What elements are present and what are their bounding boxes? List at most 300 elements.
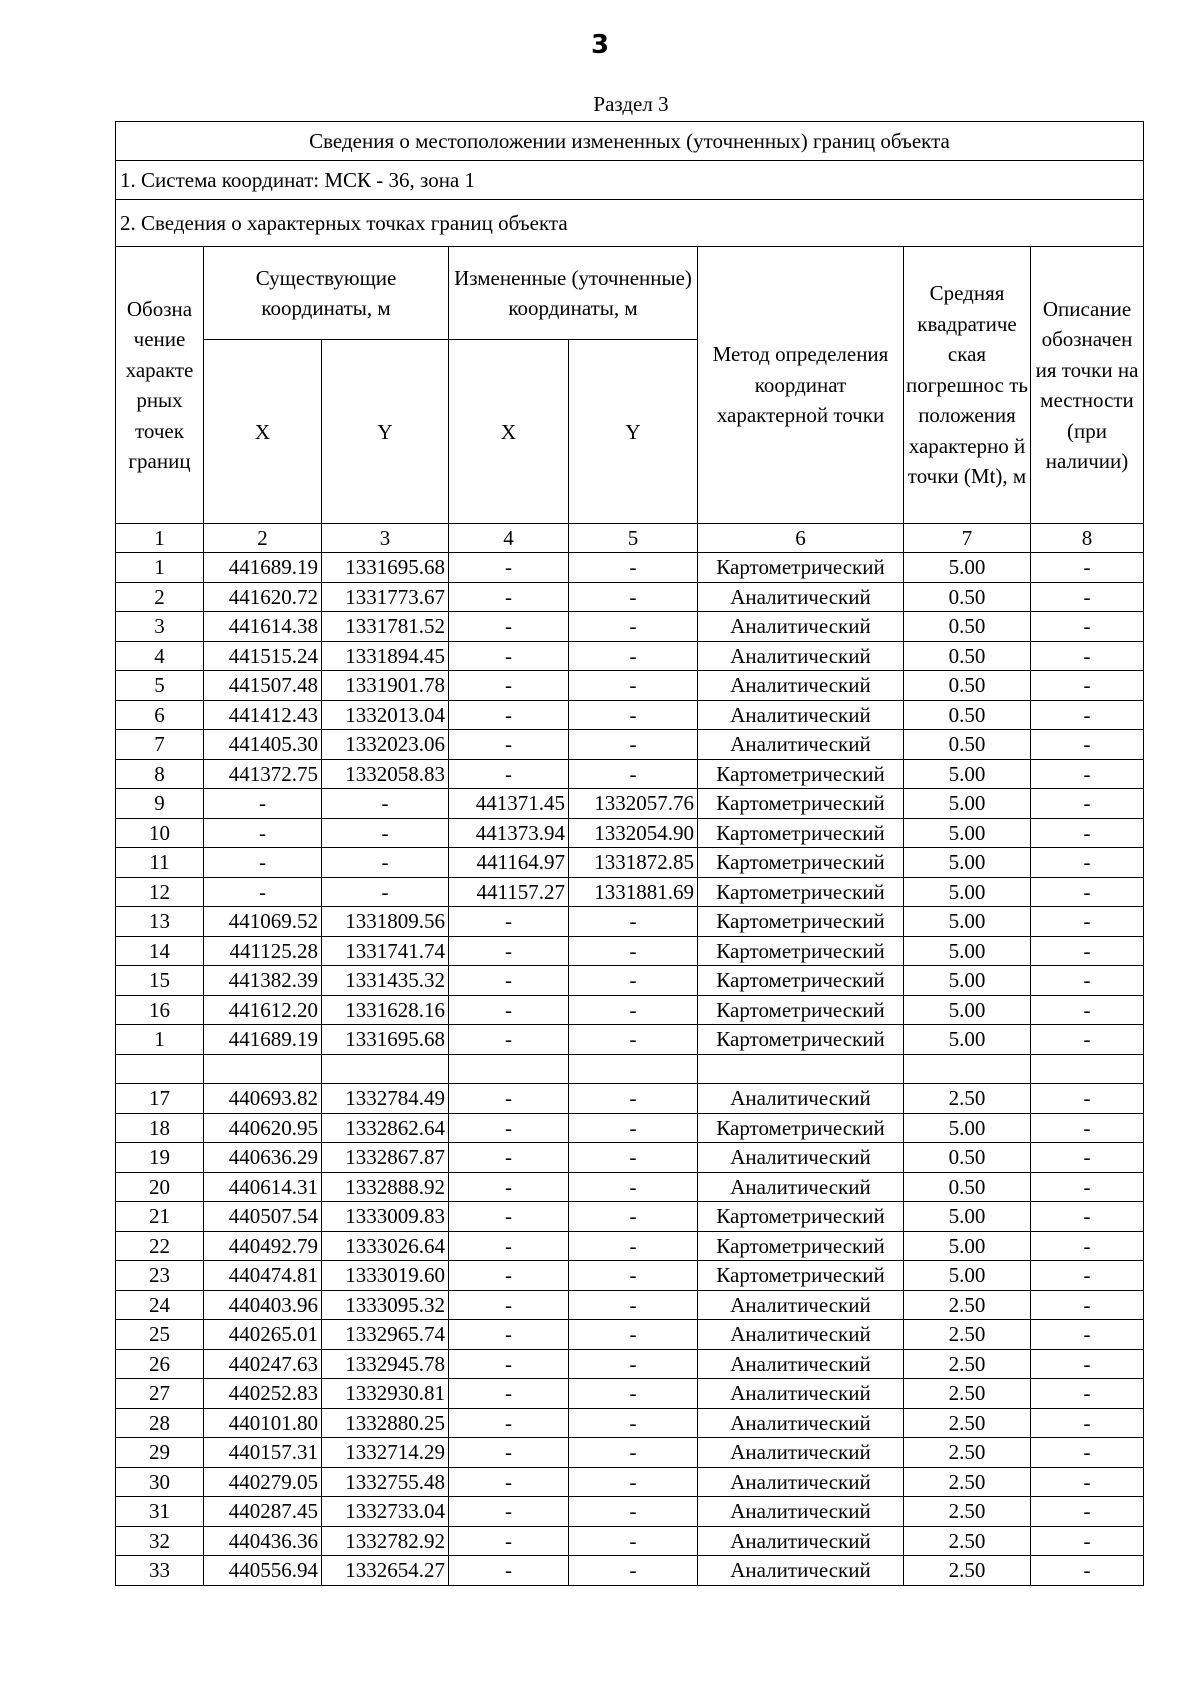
changed-y-cell: - — [569, 1349, 698, 1379]
method-cell: Картометрический — [698, 818, 904, 848]
table-row — [116, 730, 1144, 760]
existing-y-cell: 1331695.68 — [322, 553, 449, 583]
existing-x-cell: 441689.19 — [204, 553, 322, 583]
method-cell: Картометрический — [698, 877, 904, 907]
changed-y-cell: 1332054.90 — [569, 818, 698, 848]
section-title: Раздел 3 — [593, 92, 669, 116]
existing-x-cell: 441507.48 — [204, 671, 322, 701]
point-id-cell: 1 — [116, 1025, 204, 1055]
description-cell: - — [1031, 995, 1144, 1025]
accuracy-cell: 5.00 — [904, 907, 1031, 937]
existing-x-cell: 441412.43 — [204, 700, 322, 730]
point-id-cell: 17 — [116, 1084, 204, 1114]
changed-y-cell: - — [569, 612, 698, 642]
accuracy-cell: 5.00 — [904, 789, 1031, 819]
method-cell: Картометрический — [698, 936, 904, 966]
existing-x-cell: 440507.54 — [204, 1202, 322, 1232]
changed-y-cell — [569, 1054, 698, 1084]
existing-y-cell: 1333009.83 — [322, 1202, 449, 1232]
changed-x-cell: - — [449, 1379, 569, 1409]
existing-y-cell: 1332862.64 — [322, 1113, 449, 1143]
changed-x-cell: - — [449, 1231, 569, 1261]
table-row — [116, 1379, 1144, 1409]
existing-x-cell: 441614.38 — [204, 612, 322, 642]
description-cell: - — [1031, 789, 1144, 819]
changed-x-cell: - — [449, 553, 569, 583]
method-cell: Аналитический — [698, 730, 904, 760]
changed-x-cell: 441164.97 — [449, 848, 569, 878]
existing-y-cell: 1332013.04 — [322, 700, 449, 730]
existing-x-cell: 441372.75 — [204, 759, 322, 789]
existing-y-cell: 1332784.49 — [322, 1084, 449, 1114]
accuracy-cell: 2.50 — [904, 1379, 1031, 1409]
existing-y-cell: 1332888.92 — [322, 1172, 449, 1202]
table-row — [116, 1497, 1144, 1527]
description-cell: - — [1031, 1143, 1144, 1173]
table-row — [116, 1290, 1144, 1320]
accuracy-cell: 5.00 — [904, 1231, 1031, 1261]
description-cell: - — [1031, 907, 1144, 937]
method-cell: Картометрический — [698, 1261, 904, 1291]
description-cell: - — [1031, 1231, 1144, 1261]
point-id-cell: 27 — [116, 1379, 204, 1409]
point-id-cell: 1 — [116, 553, 204, 583]
description-cell: - — [1031, 1172, 1144, 1202]
changed-y-cell: - — [569, 1290, 698, 1320]
existing-y-cell: 1332654.27 — [322, 1556, 449, 1586]
accuracy-cell: 5.00 — [904, 995, 1031, 1025]
table-row — [116, 1143, 1144, 1173]
description-cell: - — [1031, 1408, 1144, 1438]
header-changed-coords: Измененные (уточненные) координаты, м — [449, 247, 698, 340]
changed-y-cell: - — [569, 700, 698, 730]
existing-y-cell: 1331435.32 — [322, 966, 449, 996]
changed-x-cell: - — [449, 936, 569, 966]
description-cell: - — [1031, 759, 1144, 789]
table-row — [116, 582, 1144, 612]
existing-y-cell: 1331628.16 — [322, 995, 449, 1025]
method-cell: Аналитический — [698, 1497, 904, 1527]
method-cell: Аналитический — [698, 700, 904, 730]
method-cell: Аналитический — [698, 1349, 904, 1379]
description-cell: - — [1031, 1320, 1144, 1350]
existing-x-cell: 440287.45 — [204, 1497, 322, 1527]
table-row — [116, 1556, 1144, 1586]
accuracy-cell — [904, 1054, 1031, 1084]
existing-y-cell: - — [322, 848, 449, 878]
changed-y-cell: - — [569, 1261, 698, 1291]
existing-x-cell: 441515.24 — [204, 641, 322, 671]
changed-y-cell: - — [569, 966, 698, 996]
accuracy-cell: 5.00 — [904, 877, 1031, 907]
table-row — [116, 1467, 1144, 1497]
column-index: 8 — [1031, 524, 1144, 553]
table-row — [116, 700, 1144, 730]
method-cell: Аналитический — [698, 1408, 904, 1438]
existing-y-cell: 1332867.87 — [322, 1143, 449, 1173]
changed-x-cell: - — [449, 1113, 569, 1143]
description-cell: - — [1031, 966, 1144, 996]
existing-x-cell: - — [204, 848, 322, 878]
accuracy-cell: 0.50 — [904, 641, 1031, 671]
method-cell: Аналитический — [698, 1526, 904, 1556]
description-cell: - — [1031, 582, 1144, 612]
existing-y-cell: 1331809.56 — [322, 907, 449, 937]
method-cell: Картометрический — [698, 1025, 904, 1055]
accuracy-cell: 2.50 — [904, 1467, 1031, 1497]
accuracy-cell: 2.50 — [904, 1084, 1031, 1114]
existing-y-cell: 1331781.52 — [322, 612, 449, 642]
accuracy-cell: 2.50 — [904, 1438, 1031, 1468]
changed-x-cell: - — [449, 966, 569, 996]
existing-x-cell: 441689.19 — [204, 1025, 322, 1055]
point-id-cell: 29 — [116, 1438, 204, 1468]
accuracy-cell: 0.50 — [904, 671, 1031, 701]
accuracy-cell: 2.50 — [904, 1320, 1031, 1350]
header-changed-y: Y — [569, 340, 698, 524]
changed-x-cell: - — [449, 1467, 569, 1497]
accuracy-cell: 5.00 — [904, 1025, 1031, 1055]
changed-x-cell: - — [449, 1290, 569, 1320]
point-id-cell: 8 — [116, 759, 204, 789]
changed-x-cell: - — [449, 1084, 569, 1114]
method-cell: Аналитический — [698, 1467, 904, 1497]
header-accuracy: Средняя квадратиче ская погрешнос ть положения характерно й точки (Mt), м — [904, 247, 1031, 524]
point-id-cell — [116, 1054, 204, 1084]
table-row — [116, 966, 1144, 996]
changed-x-cell: - — [449, 1261, 569, 1291]
point-id-cell: 10 — [116, 818, 204, 848]
accuracy-cell: 2.50 — [904, 1290, 1031, 1320]
point-id-cell: 13 — [116, 907, 204, 937]
point-id-cell: 4 — [116, 641, 204, 671]
page-number: 3 — [590, 30, 610, 60]
description-cell: - — [1031, 1467, 1144, 1497]
changed-x-cell: 441157.27 — [449, 877, 569, 907]
header-method: Метод определения координат характерной точки — [698, 247, 904, 524]
existing-y-cell: 1332755.48 — [322, 1467, 449, 1497]
table-row — [116, 671, 1144, 701]
description-cell: - — [1031, 1025, 1144, 1055]
table-row — [116, 1084, 1144, 1114]
table-row — [116, 1202, 1144, 1232]
changed-y-cell: - — [569, 1408, 698, 1438]
point-id-cell: 23 — [116, 1261, 204, 1291]
existing-x-cell: 440157.31 — [204, 1438, 322, 1468]
point-id-cell: 19 — [116, 1143, 204, 1173]
existing-y-cell: 1332733.04 — [322, 1497, 449, 1527]
accuracy-cell: 5.00 — [904, 1202, 1031, 1232]
changed-x-cell: - — [449, 671, 569, 701]
changed-x-cell: - — [449, 1556, 569, 1586]
changed-x-cell: - — [449, 1143, 569, 1173]
accuracy-cell: 2.50 — [904, 1526, 1031, 1556]
point-id-cell: 33 — [116, 1556, 204, 1586]
existing-x-cell: 440636.29 — [204, 1143, 322, 1173]
existing-x-cell: 440279.05 — [204, 1467, 322, 1497]
table-row — [116, 1320, 1144, 1350]
point-id-cell: 18 — [116, 1113, 204, 1143]
header-existing-y: Y — [322, 340, 449, 524]
accuracy-cell: 0.50 — [904, 582, 1031, 612]
existing-y-cell: 1331901.78 — [322, 671, 449, 701]
method-cell: Картометрический — [698, 995, 904, 1025]
existing-y-cell: 1331894.45 — [322, 641, 449, 671]
table-row — [116, 641, 1144, 671]
existing-x-cell: 440101.80 — [204, 1408, 322, 1438]
existing-x-cell — [204, 1054, 322, 1084]
method-cell: Картометрический — [698, 1202, 904, 1232]
existing-y-cell: 1332714.29 — [322, 1438, 449, 1468]
changed-y-cell: - — [569, 1025, 698, 1055]
existing-x-cell: 440620.95 — [204, 1113, 322, 1143]
point-id-cell: 32 — [116, 1526, 204, 1556]
changed-x-cell: - — [449, 1438, 569, 1468]
changed-y-cell: - — [569, 1172, 698, 1202]
changed-y-cell: - — [569, 1143, 698, 1173]
changed-y-cell: - — [569, 1497, 698, 1527]
accuracy-cell: 5.00 — [904, 1261, 1031, 1291]
table-row — [116, 907, 1144, 937]
table-row — [116, 877, 1144, 907]
accuracy-cell: 0.50 — [904, 730, 1031, 760]
description-cell: - — [1031, 1497, 1144, 1527]
changed-y-cell: - — [569, 641, 698, 671]
point-id-cell: 6 — [116, 700, 204, 730]
method-cell: Картометрический — [698, 848, 904, 878]
existing-y-cell: 1332058.83 — [322, 759, 449, 789]
method-cell: Картометрический — [698, 1113, 904, 1143]
changed-x-cell: - — [449, 582, 569, 612]
column-index: 7 — [904, 524, 1031, 553]
description-cell: - — [1031, 1113, 1144, 1143]
accuracy-cell: 0.50 — [904, 1172, 1031, 1202]
header-description: Описание обозначен ия точки на местности (при наличии) — [1031, 247, 1144, 524]
existing-y-cell: - — [322, 818, 449, 848]
changed-y-cell: 1332057.76 — [569, 789, 698, 819]
existing-y-cell: 1333095.32 — [322, 1290, 449, 1320]
accuracy-cell: 0.50 — [904, 1143, 1031, 1173]
changed-y-cell: - — [569, 1526, 698, 1556]
existing-x-cell: 440252.83 — [204, 1379, 322, 1409]
description-cell: - — [1031, 641, 1144, 671]
existing-y-cell: 1333026.64 — [322, 1231, 449, 1261]
description-cell: - — [1031, 553, 1144, 583]
description-cell: - — [1031, 1261, 1144, 1291]
accuracy-cell: 0.50 — [904, 700, 1031, 730]
changed-y-cell: - — [569, 553, 698, 583]
changed-y-cell: - — [569, 936, 698, 966]
table-row — [116, 553, 1144, 583]
accuracy-cell: 5.00 — [904, 553, 1031, 583]
changed-y-cell: - — [569, 730, 698, 760]
existing-x-cell: 440556.94 — [204, 1556, 322, 1586]
point-id-cell: 20 — [116, 1172, 204, 1202]
description-cell: - — [1031, 936, 1144, 966]
changed-y-cell: - — [569, 1467, 698, 1497]
existing-x-cell: 440693.82 — [204, 1084, 322, 1114]
description-cell: - — [1031, 848, 1144, 878]
existing-y-cell: 1332782.92 — [322, 1526, 449, 1556]
method-cell: Аналитический — [698, 582, 904, 612]
existing-x-cell: - — [204, 818, 322, 848]
existing-y-cell: 1332930.81 — [322, 1379, 449, 1409]
accuracy-cell: 2.50 — [904, 1349, 1031, 1379]
method-cell: Аналитический — [698, 1172, 904, 1202]
changed-x-cell: - — [449, 759, 569, 789]
existing-x-cell: 440614.31 — [204, 1172, 322, 1202]
changed-x-cell: - — [449, 612, 569, 642]
existing-x-cell: 441405.30 — [204, 730, 322, 760]
description-cell: - — [1031, 877, 1144, 907]
column-index: 3 — [322, 524, 449, 553]
existing-x-cell: 440492.79 — [204, 1231, 322, 1261]
description-cell: - — [1031, 1349, 1144, 1379]
table-row — [116, 759, 1144, 789]
point-id-cell: 30 — [116, 1467, 204, 1497]
accuracy-cell: 0.50 — [904, 612, 1031, 642]
description-cell — [1031, 1054, 1144, 1084]
points-info: 2. Сведения о характерных точках границ объекта — [116, 200, 1144, 247]
header-existing-coords: Существующие координаты, м — [204, 247, 449, 340]
column-index: 4 — [449, 524, 569, 553]
point-id-cell: 22 — [116, 1231, 204, 1261]
table-row — [116, 818, 1144, 848]
changed-x-cell: - — [449, 700, 569, 730]
method-cell: Картометрический — [698, 553, 904, 583]
existing-y-cell: 1331773.67 — [322, 582, 449, 612]
table-row — [116, 1054, 1144, 1084]
accuracy-cell: 5.00 — [904, 848, 1031, 878]
point-id-cell: 31 — [116, 1497, 204, 1527]
point-id-cell: 14 — [116, 936, 204, 966]
point-id-cell: 3 — [116, 612, 204, 642]
table-row — [116, 995, 1144, 1025]
changed-y-cell: 1331872.85 — [569, 848, 698, 878]
changed-x-cell: - — [449, 1349, 569, 1379]
changed-x-cell: 441371.45 — [449, 789, 569, 819]
existing-x-cell: 441612.20 — [204, 995, 322, 1025]
method-cell: Аналитический — [698, 1556, 904, 1586]
method-cell: Аналитический — [698, 641, 904, 671]
method-cell: Аналитический — [698, 1143, 904, 1173]
column-index-row — [116, 524, 1144, 553]
changed-x-cell — [449, 1054, 569, 1084]
point-id-cell: 28 — [116, 1408, 204, 1438]
column-index: 5 — [569, 524, 698, 553]
column-index: 2 — [204, 524, 322, 553]
changed-x-cell: - — [449, 1025, 569, 1055]
existing-y-cell: - — [322, 789, 449, 819]
existing-x-cell: 441382.39 — [204, 966, 322, 996]
description-cell: - — [1031, 1438, 1144, 1468]
table-row — [116, 1526, 1144, 1556]
method-cell: Аналитический — [698, 1438, 904, 1468]
existing-y-cell: 1331695.68 — [322, 1025, 449, 1055]
description-cell: - — [1031, 1379, 1144, 1409]
point-id-cell: 26 — [116, 1349, 204, 1379]
changed-x-cell: - — [449, 1408, 569, 1438]
description-cell: - — [1031, 818, 1144, 848]
existing-x-cell: - — [204, 789, 322, 819]
table-row — [116, 1172, 1144, 1202]
coord-system: 1. Система координат: МСК - 36, зона 1 — [116, 161, 1144, 200]
changed-y-cell: - — [569, 759, 698, 789]
changed-y-cell: - — [569, 1320, 698, 1350]
point-id-cell: 2 — [116, 582, 204, 612]
method-cell: Картометрический — [698, 759, 904, 789]
accuracy-cell: 2.50 — [904, 1408, 1031, 1438]
method-cell: Аналитический — [698, 671, 904, 701]
point-id-cell: 24 — [116, 1290, 204, 1320]
description-cell: - — [1031, 1290, 1144, 1320]
table-row — [116, 1438, 1144, 1468]
accuracy-cell: 2.50 — [904, 1497, 1031, 1527]
changed-y-cell: - — [569, 1231, 698, 1261]
accuracy-cell: 5.00 — [904, 818, 1031, 848]
table-row — [116, 936, 1144, 966]
changed-y-cell: - — [569, 1556, 698, 1586]
method-cell: Картометрический — [698, 907, 904, 937]
changed-y-cell: - — [569, 671, 698, 701]
description-cell: - — [1031, 1556, 1144, 1586]
changed-x-cell: - — [449, 907, 569, 937]
point-id-cell: 9 — [116, 789, 204, 819]
boundary-points-table — [115, 121, 1144, 1586]
method-cell: Аналитический — [698, 1379, 904, 1409]
table-row — [116, 1025, 1144, 1055]
table-row — [116, 1231, 1144, 1261]
existing-x-cell: 441125.28 — [204, 936, 322, 966]
method-cell: Картометрический — [698, 789, 904, 819]
point-id-cell: 12 — [116, 877, 204, 907]
changed-y-cell: 1331881.69 — [569, 877, 698, 907]
method-cell — [698, 1054, 904, 1084]
table-row — [116, 1349, 1144, 1379]
existing-x-cell: 440265.01 — [204, 1320, 322, 1350]
changed-y-cell: - — [569, 582, 698, 612]
point-id-cell: 25 — [116, 1320, 204, 1350]
changed-y-cell: - — [569, 1202, 698, 1232]
existing-y-cell — [322, 1054, 449, 1084]
description-cell: - — [1031, 1202, 1144, 1232]
changed-x-cell: - — [449, 1497, 569, 1527]
method-cell: Картометрический — [698, 966, 904, 996]
existing-y-cell: 1333019.60 — [322, 1261, 449, 1291]
existing-x-cell: 441620.72 — [204, 582, 322, 612]
table-body — [116, 553, 1144, 1586]
existing-y-cell: 1331741.74 — [322, 936, 449, 966]
method-cell: Аналитический — [698, 1084, 904, 1114]
existing-x-cell: 440436.36 — [204, 1526, 322, 1556]
header-changed-x: X — [449, 340, 569, 524]
existing-x-cell: 440474.81 — [204, 1261, 322, 1291]
table-row — [116, 1408, 1144, 1438]
changed-y-cell: - — [569, 907, 698, 937]
existing-y-cell: - — [322, 877, 449, 907]
description-cell: - — [1031, 612, 1144, 642]
header-designation: Обозна чение характе рных точек границ — [116, 247, 204, 524]
changed-x-cell: - — [449, 1172, 569, 1202]
accuracy-cell: 5.00 — [904, 1113, 1031, 1143]
column-index: 1 — [116, 524, 204, 553]
table-row — [116, 1113, 1144, 1143]
changed-x-cell: - — [449, 641, 569, 671]
changed-x-cell: - — [449, 730, 569, 760]
method-cell: Аналитический — [698, 1320, 904, 1350]
description-cell: - — [1031, 730, 1144, 760]
changed-y-cell: - — [569, 1113, 698, 1143]
